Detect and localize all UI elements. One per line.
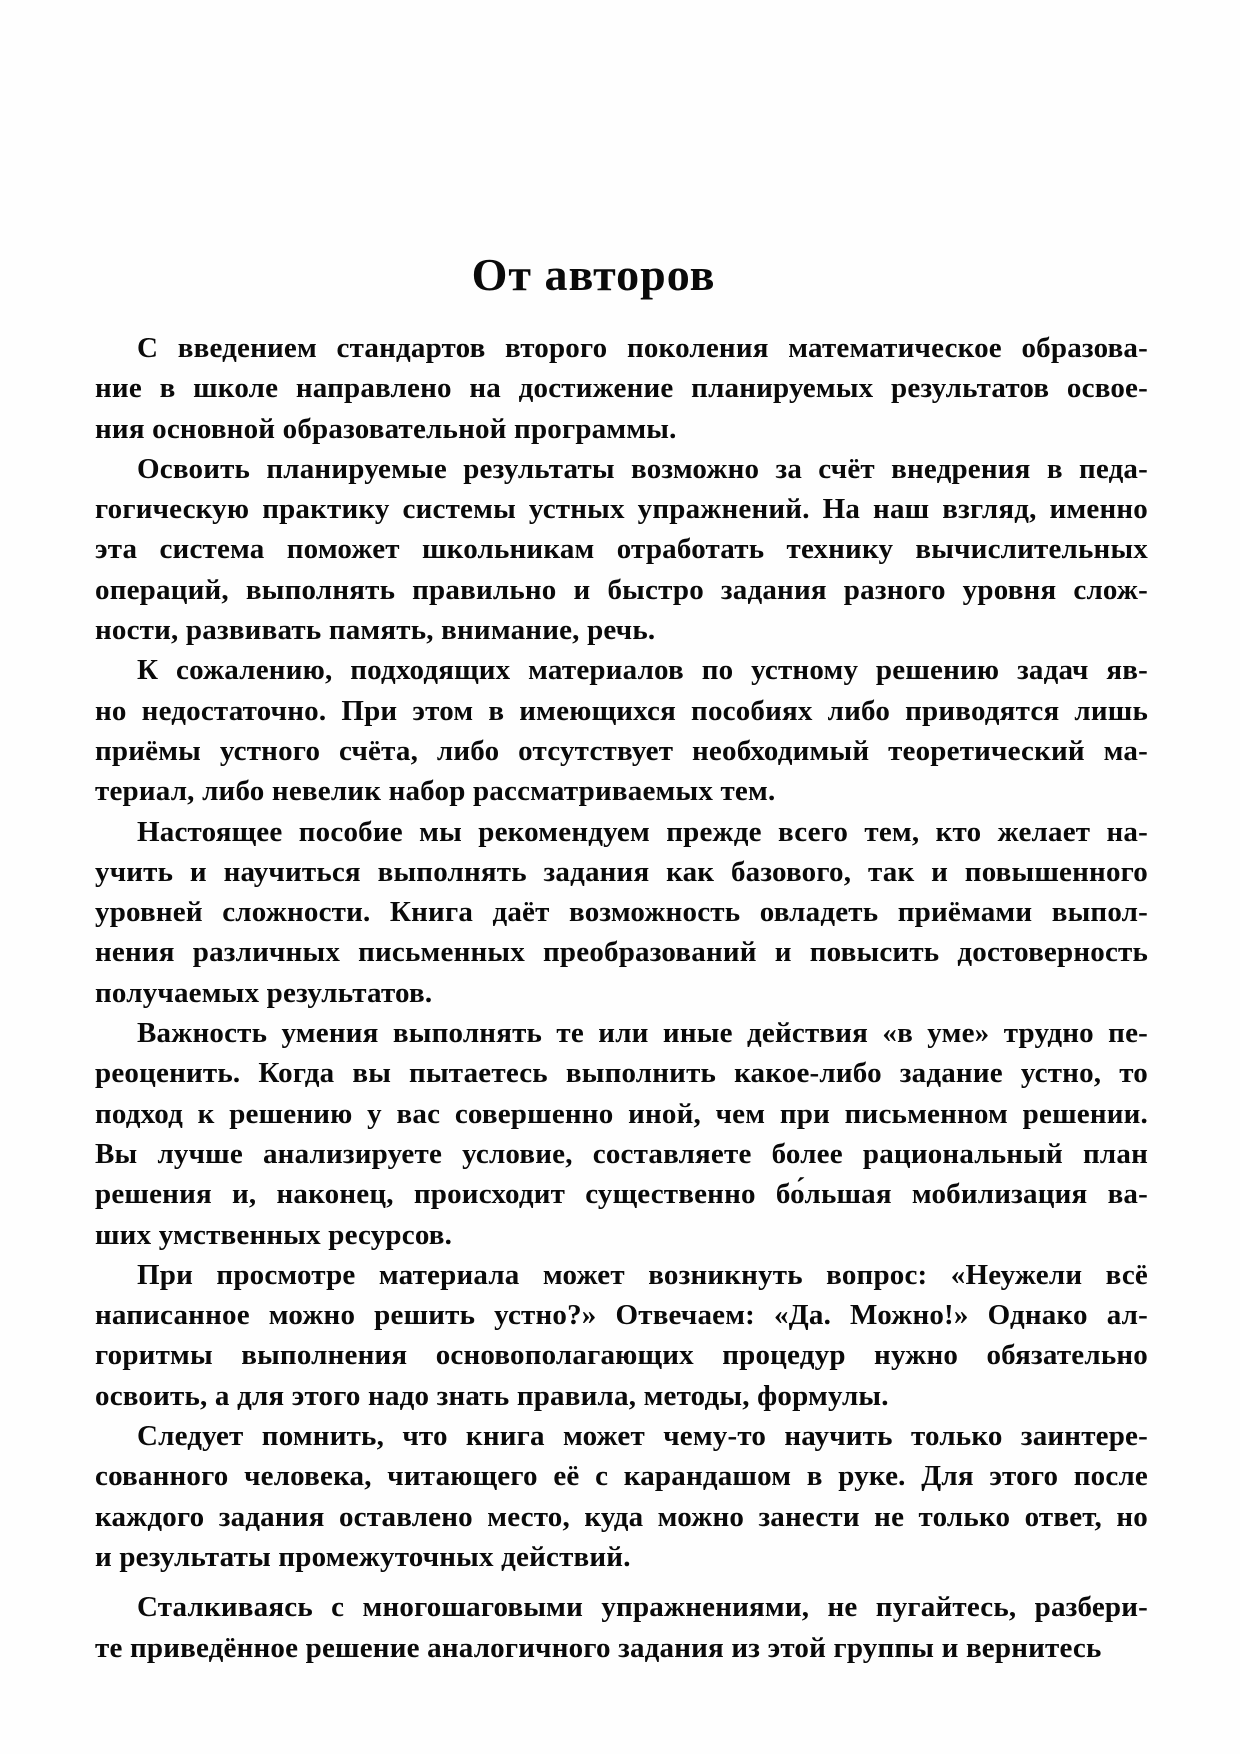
text-line: учить и научиться выполнять задания как базового, так и повышенного — [95, 855, 1148, 888]
text-line: горитмы выполнения основополагающих процедур нужно обязательно — [95, 1339, 1148, 1372]
text-line: териал, либо невелик набор рассматриваемых тем. — [95, 775, 776, 808]
text-line: каждого задания оставлено место, куда можно занести не только ответ, но — [95, 1500, 1148, 1533]
page-content — [95, 246, 1148, 1668]
text-line: ние в школе направлено на достижение планируемых результатов освое- — [95, 372, 1148, 405]
text-line: освоить, а для этого надо знать правила, методы, формулы. — [95, 1379, 889, 1412]
paragraph — [95, 650, 1148, 811]
text-line: ших умственных ресурсов. — [95, 1218, 453, 1251]
text-line: К сожалению, подходящих материалов по устному решению задач яв- — [137, 654, 1148, 687]
text-line: но недостаточно. При этом в имеющихся пособиях либо приводятся лишь — [95, 694, 1148, 727]
paragraph — [95, 1416, 1148, 1577]
paragraph — [95, 449, 1148, 650]
paragraph — [95, 328, 1148, 449]
text-line: Освоить планируемые результаты возможно за счёт внедрения в педа- — [137, 452, 1148, 485]
text-line: Следует помнить, что книга может чему-то научить только заинтере- — [137, 1420, 1148, 1453]
text-line: уровней сложности. Книга даёт возможность овладеть приёмами выпол- — [95, 896, 1148, 929]
text-line: подход к решению у вас совершенно иной, чем при письменном решении. — [95, 1097, 1148, 1130]
text-line: эта система поможет школьникам отработать технику вычислительных — [95, 533, 1148, 566]
text-line: написанное можно решить устно?» Отвечаем: «Да. Можно!» Однако ал- — [95, 1299, 1148, 1332]
text-line: реоценить. Когда вы пытаетесь выполнить какое-либо задание устно, то — [95, 1057, 1148, 1090]
text-line: и результаты промежуточных действий. — [95, 1540, 631, 1573]
text-line: приёмы устного счёта, либо отсутствует необходимый теоретический ма- — [95, 734, 1148, 767]
text-line: сованного человека, читающего её с карандашом в руке. Для этого после — [95, 1460, 1148, 1493]
text-line: ности, развивать память, внимание, речь. — [95, 614, 656, 647]
text-line: гогическую практику системы устных упражнений. На наш взгляд, именно — [95, 493, 1148, 526]
text-line: ния основной образовательной программы. — [95, 412, 677, 445]
text-line: нения различных письменных преобразований и повысить достоверность — [95, 936, 1148, 969]
text-line: операций, выполнять правильно и быстро задания разного уровня слож- — [95, 573, 1148, 606]
paragraph — [95, 812, 1148, 1013]
paragraph — [95, 1255, 1148, 1416]
paragraph — [95, 1587, 1148, 1668]
text-line: Важность умения выполнять те или иные действия «в уме» трудно пе- — [137, 1017, 1148, 1050]
text-line: Настоящее пособие мы рекомендуем прежде всего тем, кто желает на- — [137, 815, 1148, 848]
text-line: те приведённое решение аналогичного задания из этой группы и вернитесь — [95, 1631, 1102, 1664]
text-line: При просмотре материала может возникнуть вопрос: «Неужели всё — [137, 1258, 1148, 1291]
paragraph — [95, 1013, 1148, 1255]
text-line: Сталкиваясь с многошаговыми упражнениями, не пугайтесь, разбери- — [137, 1591, 1148, 1624]
page-title: От авторов — [471, 249, 716, 300]
text-line: решения и, наконец, происходит существенно бо́льшая мобилизация ва- — [95, 1178, 1148, 1211]
text-line: Вы лучше анализируете условие, составляете более рациональный план — [95, 1137, 1148, 1170]
text-line: получаемых результатов. — [95, 976, 433, 1009]
text-line: С введением стандартов второго поколения математическое образова- — [137, 332, 1148, 364]
